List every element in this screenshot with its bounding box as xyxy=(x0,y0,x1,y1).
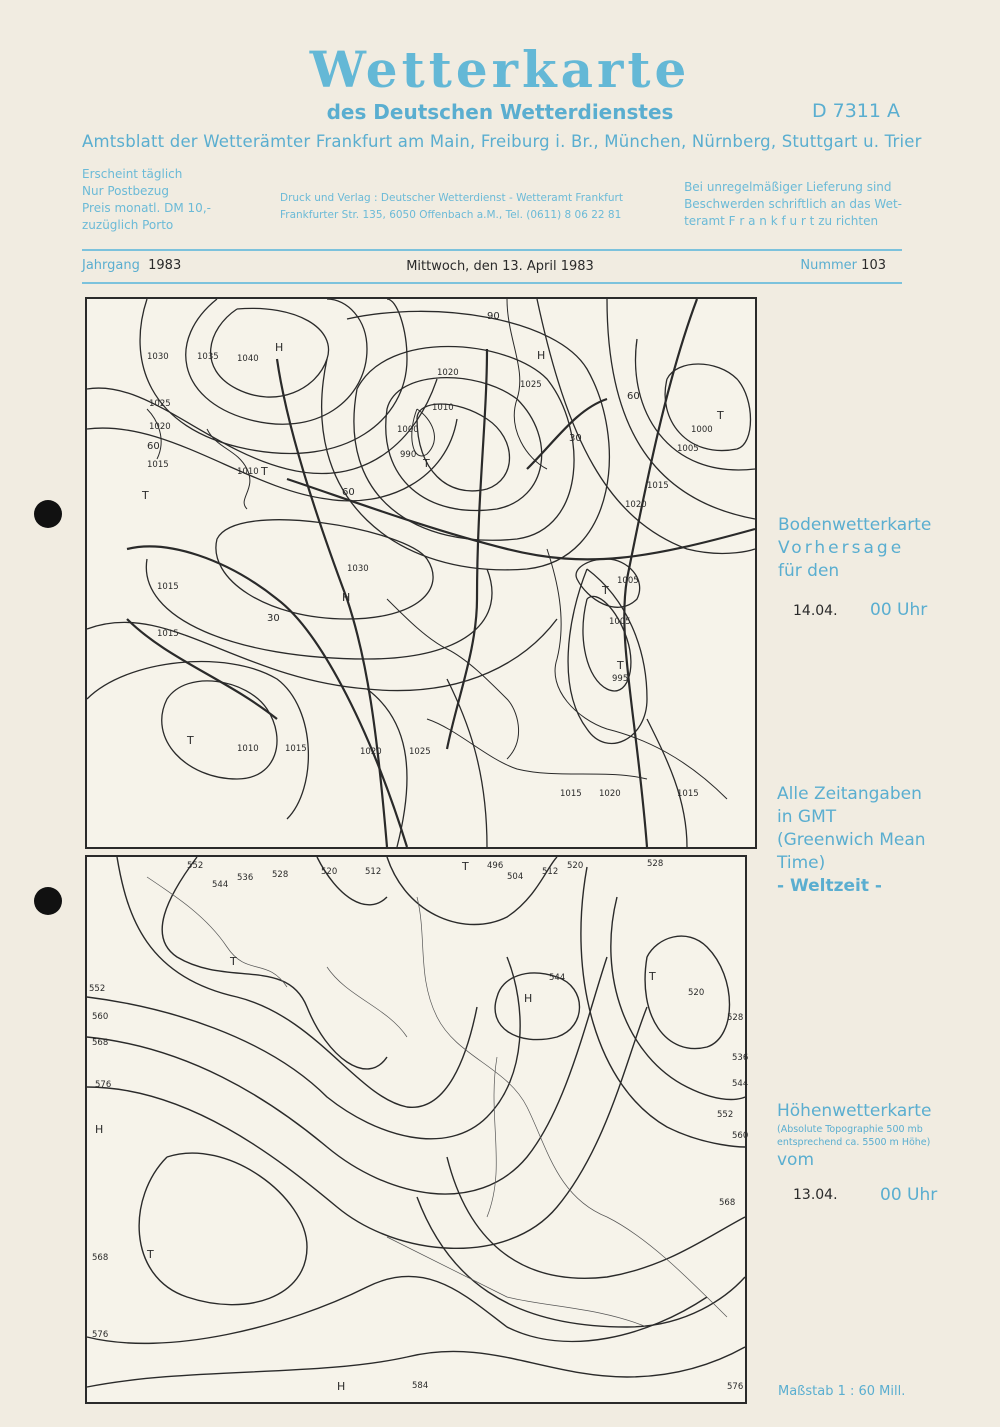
pressure-center-label: T xyxy=(142,489,149,502)
isobar-label: 1015 xyxy=(647,481,669,491)
contour-label: 528 xyxy=(272,870,289,880)
isobar-label: 1035 xyxy=(197,352,219,362)
pressure-center-label: H xyxy=(95,1123,104,1136)
issue-date: Mittwoch, den 13. April 1983 xyxy=(406,259,594,274)
upper-map-caption xyxy=(777,1100,931,1172)
isobar-label: 995 xyxy=(612,674,629,684)
caption-note: (Absolute Topographie 500 mb xyxy=(777,1124,923,1135)
contour-label: 544 xyxy=(732,1079,749,1089)
isobar-label: 1030 xyxy=(147,352,169,362)
isobar-label: 60 xyxy=(627,391,640,402)
surface-forecast-time: 00 Uhr xyxy=(870,600,928,620)
isobar-label: 990 xyxy=(400,450,417,460)
contour-label: 576 xyxy=(95,1080,112,1090)
upper-contours xyxy=(87,857,745,1387)
note-line: in GMT xyxy=(777,807,837,827)
isobar-label: 1010 xyxy=(237,744,259,754)
isobar-label: 1025 xyxy=(149,399,171,409)
surface-weather-map xyxy=(85,297,757,849)
note-line: Alle Zeitangaben xyxy=(777,784,922,804)
map-scale: Maßstab 1 : 60 Mill. xyxy=(778,1384,906,1399)
surface-isobars xyxy=(87,299,755,847)
contour-label: 568 xyxy=(92,1253,109,1263)
number-label: Nummer xyxy=(800,258,858,273)
issue-number xyxy=(800,258,886,273)
upper-map-time: 00 Uhr xyxy=(880,1185,938,1205)
subscription-info xyxy=(82,166,211,234)
pressure-center-label: H xyxy=(537,349,546,362)
caption-line: Vorhersage xyxy=(778,538,905,558)
contour-label: 552 xyxy=(717,1110,734,1120)
pressure-center-label: H xyxy=(524,992,533,1005)
contour-label: 560 xyxy=(732,1131,749,1141)
contour-label: 528 xyxy=(727,1013,744,1023)
pressure-center-label: T xyxy=(261,465,268,478)
pressure-center-label: T xyxy=(617,659,624,672)
pressure-center-label: T xyxy=(462,860,469,873)
pressure-center-label: H xyxy=(337,1380,346,1393)
note-line: Time) xyxy=(777,853,826,873)
pressure-center-label: T xyxy=(717,409,724,422)
contour-label: 560 xyxy=(92,1012,109,1022)
info-line: zuzüglich Porto xyxy=(82,218,174,232)
pressure-center-label: T xyxy=(147,1248,154,1261)
contour-label: 576 xyxy=(727,1382,744,1392)
upper-air-map xyxy=(85,855,747,1404)
contour-label: 520 xyxy=(321,867,338,877)
isobar-label: 1000 xyxy=(397,425,419,435)
caption-line: für den xyxy=(778,561,840,581)
contour-label: 544 xyxy=(549,973,566,983)
contour-label: 552 xyxy=(187,861,204,871)
isobar-label: 1000 xyxy=(691,425,713,435)
isobar-label: 1040 xyxy=(237,354,259,364)
upper-map-svg xyxy=(87,857,749,1402)
contour-label: 544 xyxy=(212,880,229,890)
info-line: Nur Postbezug xyxy=(82,184,169,198)
contour-label: 520 xyxy=(567,861,584,871)
pressure-center-label: T xyxy=(602,584,609,597)
isobar-label: 1015 xyxy=(157,629,179,639)
pressure-center-label: T xyxy=(187,734,194,747)
isobar-label: 1005 xyxy=(677,444,699,454)
info-line: Frankfurter Str. 135, 6050 Offenbach a.M., Tel. (0611) 8 06 22 81 xyxy=(280,209,622,221)
info-line: teramt F r a n k f u r t zu richten xyxy=(684,214,879,228)
info-line: Beschwerden schriftlich an das Wet- xyxy=(684,197,902,211)
time-zone-note xyxy=(777,783,926,898)
contour-label: 568 xyxy=(719,1198,736,1208)
isobar-label: 60 xyxy=(342,487,355,498)
isobar-label: 1015 xyxy=(147,460,169,470)
publisher-info xyxy=(280,190,623,224)
caption-line: Bodenwetterkarte xyxy=(778,515,932,535)
pressure-center-label: T xyxy=(230,955,237,968)
isobar-label: 1005 xyxy=(617,576,639,586)
isobar-label: 1030 xyxy=(347,564,369,574)
contour-label: 576 xyxy=(92,1330,109,1340)
punch-hole-top xyxy=(34,500,62,528)
contour-label: 528 xyxy=(647,859,664,869)
volume-value: 1983 xyxy=(148,258,182,273)
isobar-label: 1005 xyxy=(609,617,631,627)
surface-forecast-date: 14.04. xyxy=(793,603,838,619)
surface-map-svg xyxy=(87,299,755,847)
page-subtitle: des Deutschen Wetterdienstes xyxy=(326,100,674,124)
isobar-label: 1020 xyxy=(360,747,382,757)
isobar-label: 1025 xyxy=(409,747,431,757)
pressure-center-label: T xyxy=(423,457,430,470)
contour-label: 584 xyxy=(412,1381,429,1391)
pressure-center-label: T xyxy=(649,970,656,983)
isobar-label: 1015 xyxy=(677,789,699,799)
surface-isobar-labels xyxy=(147,311,713,799)
caption-line: Höhenwetterkarte xyxy=(777,1101,932,1121)
contour-label: 536 xyxy=(732,1053,749,1063)
contour-label: 512 xyxy=(542,867,559,877)
upper-map-date: 13.04. xyxy=(793,1187,838,1203)
contour-label: 536 xyxy=(237,873,254,883)
isobar-label: 1020 xyxy=(437,368,459,378)
note-line: - Weltzeit - xyxy=(777,876,882,896)
isobar-label: 1015 xyxy=(285,744,307,754)
isobar-label: 1010 xyxy=(432,403,454,413)
surface-map-caption xyxy=(778,514,931,583)
info-line: Bei unregelmäßiger Lieferung sind xyxy=(684,180,892,194)
upper-contour-labels xyxy=(89,859,748,1392)
isobar-label: 90 xyxy=(487,311,500,322)
caption-note: entsprechend ca. 5500 m Höhe) xyxy=(777,1137,931,1148)
number-value: 103 xyxy=(861,258,886,273)
complaint-info xyxy=(684,179,902,230)
contour-label: 504 xyxy=(507,872,524,882)
info-line: Erscheint täglich xyxy=(82,167,183,181)
pressure-center-label: H xyxy=(275,341,284,354)
contour-label: 520 xyxy=(688,988,705,998)
pressure-center-label: H xyxy=(342,591,351,604)
note-line: (Greenwich Mean xyxy=(777,830,926,850)
contour-label: 496 xyxy=(487,861,504,871)
isobar-label: 1025 xyxy=(520,380,542,390)
info-line: Druck und Verlag : Deutscher Wetterdienst - Wetteramt Frankfurt xyxy=(280,192,623,204)
header-rule-top xyxy=(82,249,902,251)
isobar-label: 1020 xyxy=(625,500,647,510)
isobar-label: 30 xyxy=(569,433,582,444)
official-gazette-line: Amtsblatt der Wetterämter Frankfurt am Main, Freiburg i. Br., München, Nürnberg, Stuttgart u. Trier xyxy=(82,132,922,151)
isobar-label: 30 xyxy=(267,613,280,624)
volume-label: Jahrgang xyxy=(82,258,140,273)
page-title: Wetterkarte xyxy=(309,40,691,99)
contour-label: 552 xyxy=(89,984,106,994)
upper-coastlines xyxy=(147,877,727,1327)
isobar-label: 1015 xyxy=(560,789,582,799)
contour-label: 568 xyxy=(92,1038,109,1048)
surface-fronts xyxy=(127,299,755,847)
contour-label: 512 xyxy=(365,867,382,877)
isobar-label: 1010 xyxy=(237,467,259,477)
punch-hole-bottom xyxy=(34,887,62,915)
header-rule-bottom xyxy=(82,282,902,284)
isobar-label: 1020 xyxy=(149,422,171,432)
publication-code: D 7311 A xyxy=(811,100,900,122)
isobar-label: 1015 xyxy=(157,582,179,592)
isobar-label: 60 xyxy=(147,441,160,452)
isobar-label: 1020 xyxy=(599,789,621,799)
caption-line: vom xyxy=(777,1150,815,1170)
info-line: Preis monatl. DM 10,- xyxy=(82,201,211,215)
